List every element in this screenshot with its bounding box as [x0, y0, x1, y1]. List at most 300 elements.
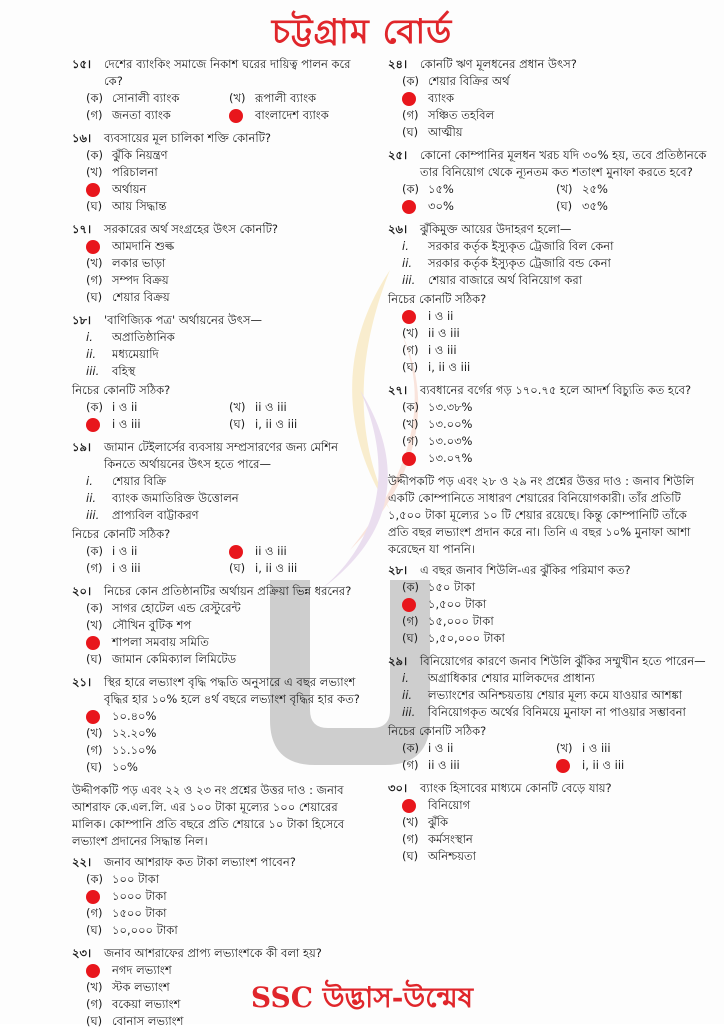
- question-text: ব্যবধানের বর্গের গড় ১৭০.৭৫ হলে আদর্শ বিচ্যুতি কত হবে?: [420, 383, 692, 397]
- question-text: দেশের ব্যাংকিং সমাজে নিকাশ ঘরের দায়িত্ব পালন করে কে?: [104, 57, 351, 88]
- question-text: স্থির হারে লভ্যাংশ বৃদ্ধি পদ্ধতি অনুসারে এ বছর লভ্যাংশ বৃদ্ধির হার ১০% হলে ৪র্থ বছরে লভ্যাংশ বৃদ্ধির হার কত?: [104, 675, 360, 706]
- answer-option[interactable]: [402, 740, 556, 757]
- answer-option[interactable]: [86, 759, 372, 776]
- option-label: (খ): [86, 618, 103, 632]
- option-text: সাগর হোটেল এন্ড রেস্টুরেন্ট: [112, 601, 241, 615]
- answer-option[interactable]: [402, 308, 710, 325]
- statement: [86, 346, 372, 363]
- option-text: ১০০ টাকা: [112, 872, 160, 886]
- options-list: [402, 740, 710, 774]
- correct-answer-marker-icon: [86, 890, 100, 904]
- question-text: এ বছর জনাব শিউলি-এর ঝুঁকির পরিমাণ কত?: [420, 563, 631, 577]
- option-text: ১০.৪০%: [112, 709, 157, 723]
- option-text: ১৩.৩৮%: [428, 400, 473, 414]
- option-label: (ক): [86, 91, 104, 105]
- question-number: ২৯।: [388, 654, 408, 668]
- option-label: (ঘ): [86, 1014, 103, 1028]
- statement-text: ব্যাংক জমাতিরিক্ত উত্তোলন: [112, 491, 239, 505]
- statement: [86, 490, 372, 507]
- options-list: [86, 90, 372, 124]
- option-text: ১৫%: [428, 182, 454, 196]
- statement: [402, 272, 710, 289]
- correct-answer-marker-icon: [402, 799, 416, 813]
- correct-answer-marker-icon: [229, 545, 243, 559]
- option-text: ii ও iii: [428, 758, 460, 772]
- option-text: বোনাস লভ্যাংশ: [112, 1014, 184, 1028]
- option-label: (ঘ): [556, 199, 573, 213]
- answer-option[interactable]: [556, 181, 710, 198]
- answer-option[interactable]: [86, 289, 372, 306]
- statement-text: শেয়ার বাজারে অর্থ বিনিয়োগ করা: [428, 273, 583, 287]
- option-text: আত্মীয়: [428, 125, 463, 139]
- options-list: [402, 797, 710, 865]
- question: [72, 439, 372, 577]
- options-list: [402, 308, 710, 376]
- option-text: ২৫%: [582, 182, 608, 196]
- answer-option[interactable]: [86, 147, 372, 164]
- answer-option[interactable]: [556, 740, 710, 757]
- statement: [86, 329, 372, 346]
- statement-text: সরকার কর্তৃক ইস্যুকৃত ট্রেজারি বন্ড কেনা: [428, 256, 611, 270]
- statement-numeral: i.: [402, 239, 409, 253]
- option-label: (গ): [86, 997, 103, 1011]
- question-number: ২২।: [72, 855, 92, 869]
- option-label: (গ): [86, 906, 103, 920]
- question-header: [388, 382, 710, 399]
- answer-option[interactable]: [402, 416, 710, 433]
- option-label: (ক): [402, 74, 420, 88]
- answer-option[interactable]: [402, 73, 710, 90]
- statement-text: লভ্যাংশের অনিশ্চয়তায় শেয়ার মূল্য কমে যাওয়ার আশঙ্কা: [428, 688, 683, 702]
- answer-option[interactable]: [86, 238, 372, 255]
- answer-option[interactable]: [402, 399, 710, 416]
- question-header: [72, 221, 372, 238]
- option-text: আয় সিদ্ধান্ত: [112, 199, 167, 213]
- option-label: (খ): [86, 256, 103, 270]
- option-text: স্টক লভ্যাংশ: [112, 980, 170, 994]
- option-label: (ক): [402, 580, 420, 594]
- options-list: [86, 238, 372, 306]
- option-text: i ও ii: [112, 544, 138, 558]
- option-text: ii ও iii: [255, 400, 287, 414]
- option-text: সম্পদ বিক্রয়: [112, 273, 169, 287]
- option-text: ১০০০ টাকা: [112, 889, 167, 903]
- option-label: (ঘ): [402, 360, 419, 374]
- answer-option[interactable]: [86, 399, 229, 416]
- statement-text: মধ্যমেয়াদি: [112, 347, 159, 361]
- question-header: [72, 56, 372, 90]
- option-text: পরিচালনা: [112, 165, 158, 179]
- option-label: (গ): [402, 343, 419, 357]
- answer-option[interactable]: [86, 543, 229, 560]
- answer-option[interactable]: [86, 651, 372, 668]
- option-text: বকেয়া লভ্যাংশ: [112, 997, 181, 1011]
- option-text: ১১.১০%: [112, 743, 157, 757]
- question-number: ২১।: [72, 675, 92, 689]
- statement-numeral: ii.: [402, 688, 413, 702]
- option-label: (ক): [86, 544, 104, 558]
- statement-numeral: iii.: [402, 273, 416, 287]
- answer-option[interactable]: [86, 272, 372, 289]
- answer-option[interactable]: [402, 359, 710, 376]
- option-text: ১৩.০৭%: [428, 451, 473, 465]
- option-label: (ক): [86, 872, 104, 886]
- option-text: ii ও iii: [428, 326, 460, 340]
- option-text: জনতা ব্যাংক: [112, 108, 171, 122]
- stimulus-passage: উদ্দীপকটি পড় এবং ২২ ও ২৩ নং প্রশ্নের উত্তর দাও : জনাব আশরাফ কে.এল.লি. এর ১০০ টাকা মূল্যের ১০০ শেয়ারের মালিক। কোম্পানি প্রতি বছরে প্রতি শেয়ারে ১০ টাকা হিসেবে লভ্যাংশ প্রদানের সিদ্ধান্ত নিল।: [72, 783, 345, 848]
- options-list: [86, 399, 372, 433]
- question-text: সরকারের অর্থ সংগ্রহের উৎস কোনটি?: [104, 222, 279, 236]
- question-text: নিচের কোন প্রতিষ্ঠানটির অর্থায়ন প্রক্রিয়া ভিন্ন ধরনের?: [104, 584, 352, 598]
- options-list: [86, 147, 372, 215]
- option-label: (ঘ): [229, 417, 246, 431]
- answer-option[interactable]: [229, 560, 372, 577]
- option-label: (ঘ): [402, 125, 419, 139]
- answer-option[interactable]: [402, 325, 710, 342]
- question: [388, 382, 710, 467]
- option-label: (ঘ): [86, 760, 103, 774]
- option-text: সৌখিন বুটিক শপ: [112, 618, 192, 632]
- answer-option[interactable]: [402, 90, 710, 107]
- statement-text: শেয়ার বিক্রি: [112, 474, 167, 488]
- option-text: i, ii ও iii: [255, 417, 298, 431]
- option-label: (গ): [86, 743, 103, 757]
- answer-option[interactable]: [402, 107, 710, 124]
- option-text: শাপলা সমবায় সমিতি: [112, 635, 209, 649]
- question-header: [72, 945, 372, 962]
- option-label: (খ): [229, 91, 246, 105]
- option-label: (ঘ): [229, 561, 246, 575]
- question: [388, 221, 710, 376]
- question-number: ১৯।: [72, 440, 92, 454]
- option-label: (গ): [402, 108, 419, 122]
- option-text: কর্মসংস্থান: [428, 832, 473, 846]
- option-text: ৩০%: [428, 199, 454, 213]
- question-text: জনাব আশরাফ কত টাকা লভ্যাংশ পাবেন?: [104, 855, 296, 869]
- question-number: ২৮।: [388, 563, 408, 577]
- option-text: ১৩.০৩%: [428, 434, 473, 448]
- question: [72, 583, 372, 668]
- answer-option[interactable]: [402, 433, 710, 450]
- option-label: (গ): [86, 108, 103, 122]
- answer-option[interactable]: [86, 416, 229, 433]
- answer-option[interactable]: [229, 107, 372, 124]
- option-text: i ও iii: [112, 561, 141, 575]
- question-number: ২৬।: [388, 222, 408, 236]
- option-text: ১৫,০০০ টাকা: [428, 614, 494, 628]
- correct-answer-marker-icon: [86, 710, 100, 724]
- question-number: ১৭।: [72, 222, 92, 236]
- answer-option[interactable]: [556, 198, 710, 215]
- option-label: (ক): [402, 400, 420, 414]
- option-label: (ক): [86, 601, 104, 615]
- answer-option[interactable]: [86, 708, 372, 725]
- statement-text: বহিস্থ: [112, 364, 136, 378]
- question-header: [388, 147, 710, 181]
- question: [388, 562, 710, 647]
- option-text: i ও iii: [428, 343, 457, 357]
- prompt-label: নিচের কোনটি সঠিক?: [72, 527, 171, 541]
- question: [388, 653, 710, 774]
- correct-answer-marker-icon: [86, 418, 100, 432]
- answer-option[interactable]: [402, 848, 710, 865]
- answer-option[interactable]: [229, 543, 372, 560]
- option-label: (খ): [556, 741, 573, 755]
- option-text: বিনিয়োগ: [428, 798, 471, 812]
- statement: [402, 704, 710, 721]
- option-label: (খ): [86, 165, 103, 179]
- statement-text: অপ্রাতিষ্ঠানিক: [112, 330, 175, 344]
- question: [72, 674, 372, 776]
- option-text: i ও ii: [428, 741, 454, 755]
- statement-text: সরকার কর্তৃক ইস্যুকৃত ট্রেজারি বিল কেনা: [428, 239, 614, 253]
- answer-option[interactable]: [402, 579, 710, 596]
- option-text: ১০,০০০ টাকা: [112, 923, 178, 937]
- option-text: ১৩.০০%: [428, 417, 473, 431]
- option-text: ১০%: [112, 760, 138, 774]
- options-list: [86, 871, 372, 939]
- statement-text: প্রাপ্যবিল বাট্টাকরণ: [112, 508, 199, 522]
- answer-option[interactable]: [402, 630, 710, 647]
- option-text: ১২.২০%: [112, 726, 157, 740]
- answer-option[interactable]: [86, 164, 372, 181]
- answer-option[interactable]: [86, 888, 372, 905]
- option-text: ৩৫%: [582, 199, 608, 213]
- option-text: i ও iii: [112, 417, 141, 431]
- option-label: (ঘ): [86, 652, 103, 666]
- answer-option[interactable]: [229, 399, 372, 416]
- statement-numeral: ii.: [86, 491, 97, 505]
- statement-numeral: iii.: [402, 705, 416, 719]
- answer-option[interactable]: [402, 198, 556, 215]
- question-number: ২৭।: [388, 383, 408, 397]
- question: [388, 147, 710, 215]
- question-number: ২৫।: [388, 148, 408, 162]
- statement: [86, 473, 372, 490]
- answer-option[interactable]: [402, 831, 710, 848]
- option-text: i, ii ও iii: [255, 561, 298, 575]
- option-text: শেয়ার বিক্রির অর্থ: [428, 74, 510, 88]
- answer-option[interactable]: [86, 634, 372, 651]
- option-text: i ও iii: [582, 741, 611, 755]
- option-label: (ক): [402, 741, 420, 755]
- option-label: (খ): [402, 417, 419, 431]
- statement: [402, 255, 710, 272]
- option-text: i ও ii: [428, 309, 454, 323]
- answer-option[interactable]: [86, 560, 229, 577]
- statement: [402, 687, 710, 704]
- question-number: ৩০।: [388, 781, 408, 795]
- question-number: ১৮।: [72, 313, 92, 327]
- answer-option[interactable]: [402, 124, 710, 141]
- option-text: বাংলাদেশ ব্যাংক: [255, 108, 329, 122]
- question-number: ১৬।: [72, 131, 92, 145]
- statement-numeral: ii.: [402, 256, 413, 270]
- option-label: (গ): [402, 758, 419, 772]
- option-label: (খ): [86, 980, 103, 994]
- statement: [86, 507, 372, 524]
- answer-option[interactable]: [402, 181, 556, 198]
- question-text: কোনো কোম্পানির মূলধন খরচ যদি ৩০% হয়, তবে প্রতিষ্ঠানকে তার বিনিয়োগ থেকে ন্যূনতম কত শতাংশ মুনাফা করতে হবে?: [420, 148, 707, 179]
- question-text: ব্যাংক হিসাবের মাধ্যমে কোনটি বেড়ে যায়?: [420, 781, 612, 795]
- option-label: (গ): [402, 614, 419, 628]
- option-text: শেয়ার বিক্রয়: [112, 290, 170, 304]
- answer-option[interactable]: [86, 107, 229, 124]
- answer-option[interactable]: [86, 617, 372, 634]
- board-title: চট্টগ্রাম বোর্ড: [271, 12, 453, 52]
- question-header: [388, 562, 710, 579]
- option-label: (ঘ): [402, 631, 419, 645]
- option-label: (খ): [229, 400, 246, 414]
- option-text: জামান কেমিক্যাল লিমিটেড: [112, 652, 237, 666]
- answer-option[interactable]: [86, 725, 372, 742]
- option-text: i, ii ও iii: [582, 758, 625, 772]
- option-text: ১৫০০ টাকা: [112, 906, 167, 920]
- option-text: ঝুঁকি: [428, 815, 449, 829]
- option-label: (গ): [402, 434, 419, 448]
- question: [388, 56, 710, 141]
- question: [72, 130, 372, 215]
- answer-option[interactable]: [86, 255, 372, 272]
- right-column: [388, 56, 710, 871]
- statement-text: অগ্রাধিকার শেয়ার মালিকদের প্রাধান্য: [428, 671, 595, 685]
- correct-answer-marker-icon: [229, 109, 243, 123]
- correct-answer-marker-icon: [86, 240, 100, 254]
- question-header: [72, 439, 372, 473]
- option-label: (গ): [86, 273, 103, 287]
- statement: [402, 670, 710, 687]
- answer-option[interactable]: [86, 742, 372, 759]
- answer-option[interactable]: [86, 198, 372, 215]
- question: [72, 221, 372, 306]
- answer-option[interactable]: [402, 342, 710, 359]
- options-list: [402, 399, 710, 467]
- stimulus-passage: উদ্দীপকটি পড় এবং ২৮ ও ২৯ নং প্রশ্নের উত্তর দাও : জনাব শিউলি একটি কোম্পানিতে সাধারণ শেয়ারের বিনিয়োগকারী। তাঁর প্রতিটি ১,৫০০ টাকা মূল্যের ১০ টি শেয়ার রয়েছে। কিন্তু কোম্পানিটি তাঁকে প্রতি বছর লভ্যাংশ প্রদান করে না। তিনি এ বছর ১০% মুনাফা আশা করেছেন যা পাননি।: [388, 474, 695, 556]
- question-header: [72, 312, 372, 329]
- option-label: (ঘ): [86, 290, 103, 304]
- answer-option[interactable]: [86, 922, 372, 939]
- correct-answer-marker-icon: [86, 183, 100, 197]
- option-text: অর্থায়ন: [112, 182, 147, 196]
- answer-option[interactable]: [402, 613, 710, 630]
- option-label: (ঘ): [86, 923, 103, 937]
- correct-answer-marker-icon: [402, 310, 416, 324]
- answer-option[interactable]: [556, 757, 710, 774]
- correct-answer-marker-icon: [402, 92, 416, 106]
- answer-option[interactable]: [229, 416, 372, 433]
- answer-option[interactable]: [229, 90, 372, 107]
- question-header: [72, 130, 372, 147]
- correct-answer-marker-icon: [556, 759, 570, 773]
- question-text: 'বাণিজ্যিক পত্র' অর্থায়নের উৎস—: [104, 313, 263, 327]
- option-label: (গ): [402, 832, 419, 846]
- option-label: (ক): [402, 182, 420, 196]
- correct-answer-marker-icon: [402, 598, 416, 612]
- question-text: বিনিয়োগের কারণে জনাব শিউলি ঝুঁকির সম্মুখীন হতে পারেন—: [420, 654, 706, 668]
- statement-numeral: iii.: [86, 364, 100, 378]
- option-label: (গ): [86, 561, 103, 575]
- option-text: i ও ii: [112, 400, 138, 414]
- option-label: (ক): [86, 148, 104, 162]
- option-text: লকার ভাড়া: [112, 256, 166, 270]
- question: [72, 854, 372, 939]
- answer-option[interactable]: [86, 90, 229, 107]
- question: [72, 312, 372, 433]
- question-header: [388, 780, 710, 797]
- question-text: কোনটি ঋণ মূলধনের প্রধান উৎস?: [420, 57, 577, 71]
- question-header: [388, 653, 710, 670]
- prompt-label: নিচের কোনটি সঠিক?: [388, 724, 487, 738]
- option-text: ব্যাংক: [428, 91, 455, 105]
- option-text: সোনালী ব্যাংক: [112, 91, 180, 105]
- answer-option[interactable]: [86, 600, 372, 617]
- answer-option[interactable]: [86, 905, 372, 922]
- correct-answer-marker-icon: [402, 452, 416, 466]
- correct-answer-marker-icon: [402, 200, 416, 214]
- option-text: ঝুঁকি নিয়ন্ত্রণ: [112, 148, 168, 162]
- statement-numeral: iii.: [86, 508, 100, 522]
- question-text: জামান টেইলার্সের ব্যবসায় সম্প্রসারণের জন্য মেশিন কিনতে অর্থায়নের উৎস হতে পারে—: [104, 440, 338, 471]
- question-text: ঝুঁকিমুক্ত আয়ের উদাহরণ হলো—: [420, 222, 572, 236]
- answer-option[interactable]: [86, 871, 372, 888]
- answer-option[interactable]: [402, 596, 710, 613]
- option-text: i, ii ও iii: [428, 360, 471, 374]
- prompt-label: নিচের কোনটি সঠিক?: [72, 383, 171, 397]
- answer-option[interactable]: [402, 797, 710, 814]
- statement-numeral: ii.: [86, 347, 97, 361]
- option-label: (খ): [402, 326, 419, 340]
- option-label: (খ): [402, 815, 419, 829]
- question-number: ২৩।: [72, 946, 92, 960]
- left-column: [72, 56, 372, 1036]
- question-text: ব্যবসায়ের মূল চালিকা শক্তি কোনটি?: [104, 131, 271, 145]
- question-header: [72, 854, 372, 871]
- question-number: ২০।: [72, 584, 92, 598]
- option-text: ১,৫০,০০০ টাকা: [428, 631, 505, 645]
- question: [388, 780, 710, 865]
- question-text: জনাব আশরাফের প্রাপ্য লভ্যাংশকে কী বলা হয়?: [104, 946, 322, 960]
- prompt-label: নিচের কোনটি সঠিক?: [388, 292, 487, 306]
- answer-option[interactable]: [86, 181, 372, 198]
- option-text: ১৫০ টাকা: [428, 580, 476, 594]
- question-number: ২৪।: [388, 57, 408, 71]
- answer-option[interactable]: [402, 814, 710, 831]
- option-text: আমদানি শুল্ক: [112, 239, 175, 253]
- option-label: (ক): [86, 400, 104, 414]
- question-number: ১৫।: [72, 57, 92, 71]
- options-list: [402, 181, 710, 215]
- options-list: [86, 708, 372, 776]
- statement-numeral: i.: [86, 474, 93, 488]
- statement: [402, 238, 710, 255]
- question-header: [72, 583, 372, 600]
- option-text: সঞ্চিত তহবিল: [428, 108, 495, 122]
- option-text: রূপালী ব্যাংক: [255, 91, 317, 105]
- correct-answer-marker-icon: [86, 636, 100, 650]
- option-text: ii ও iii: [255, 544, 287, 558]
- answer-option[interactable]: [402, 757, 556, 774]
- option-label: (খ): [556, 182, 573, 196]
- options-list: [86, 600, 372, 668]
- options-list: [402, 73, 710, 141]
- option-label: (ঘ): [402, 849, 419, 863]
- options-list: [86, 543, 372, 577]
- option-label: (ঘ): [86, 199, 103, 213]
- question-header: [388, 221, 710, 238]
- options-list: [402, 579, 710, 647]
- answer-option[interactable]: [402, 450, 710, 467]
- question-header: [388, 56, 710, 73]
